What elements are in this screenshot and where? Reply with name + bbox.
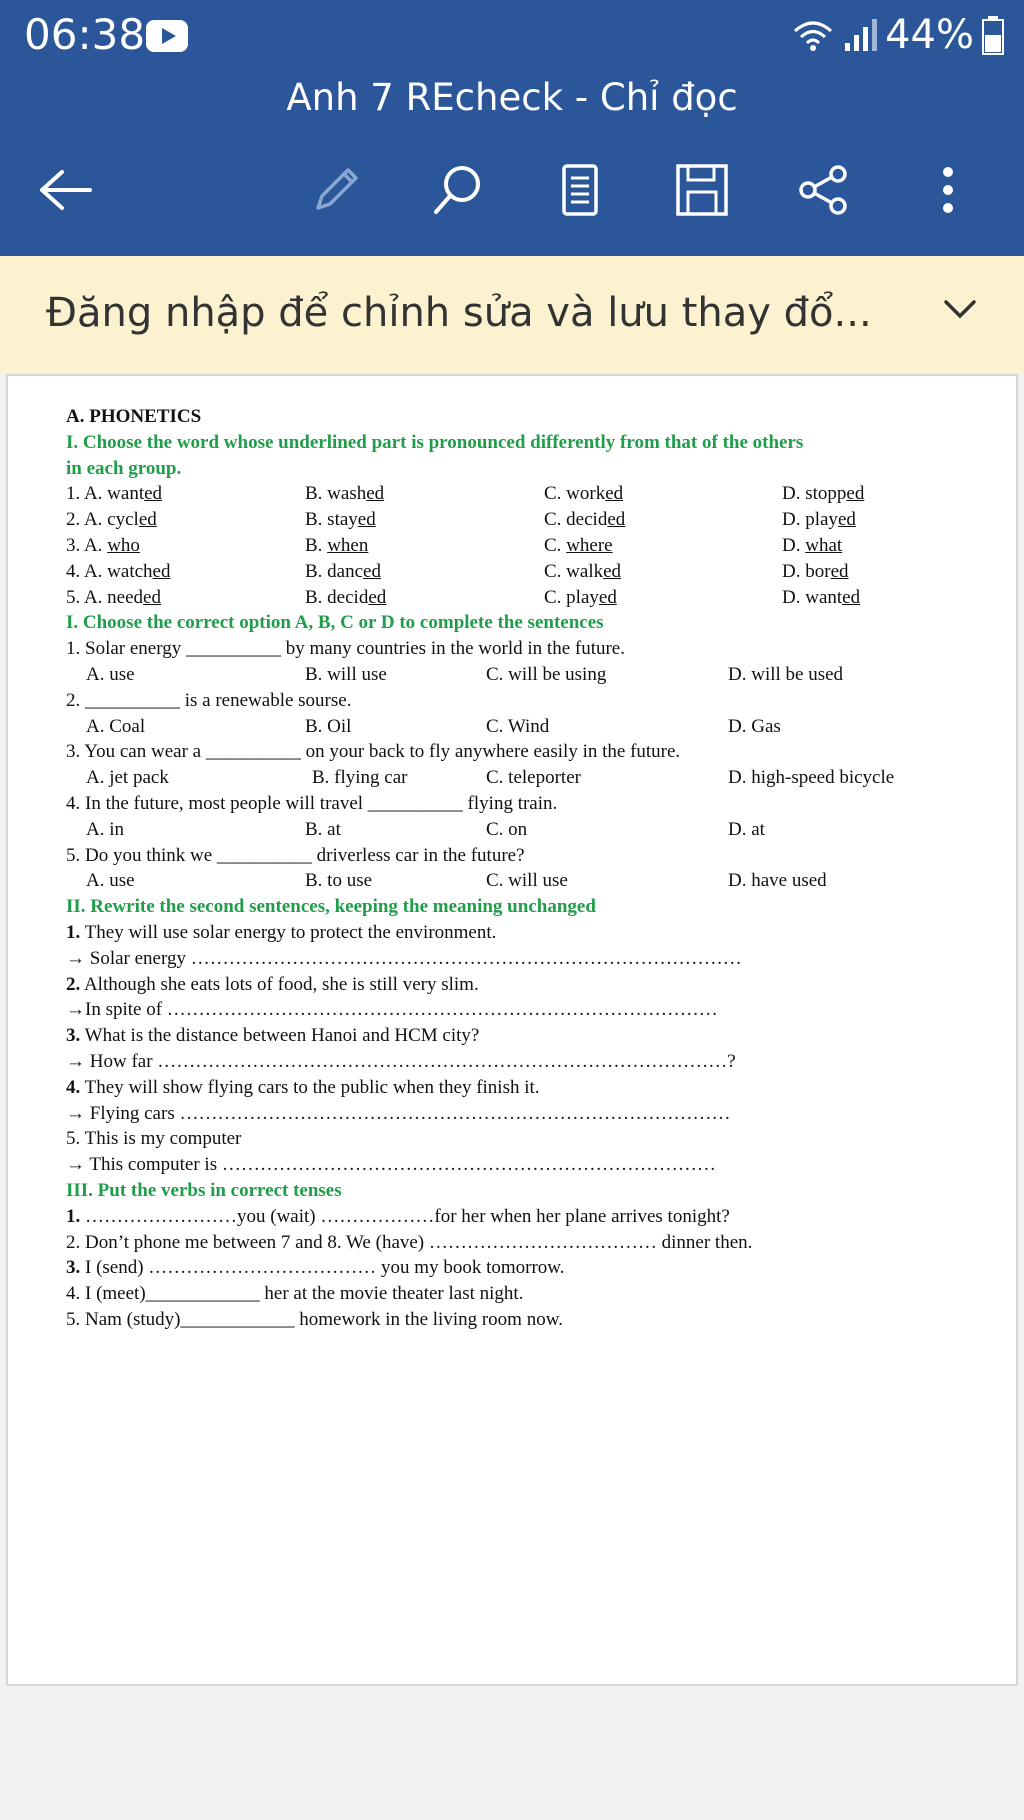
rewrite-question: 2. Although she eats lots of food, she is still very slim. <box>66 973 479 995</box>
rewrite-answer-line: → Flying cars …………………………………………………………………………… <box>66 1102 731 1124</box>
question-text: 5. Do you think we __________ driverless car in the future? <box>66 844 525 866</box>
more-options-button[interactable] <box>918 160 978 220</box>
options-row: A. use B. will use C. will be using D. will be used <box>86 663 844 685</box>
phonetics-row: 1. A. wanted B. washed C. worked D. stopped <box>66 483 865 505</box>
question-text: 3. You can wear a __________ on your back to fly anywhere easily in the future. <box>66 741 681 763</box>
phonetics-row: 5. A. needed B. decided C. played D. wanted <box>66 586 861 608</box>
part4-heading: III. Put the verbs in correct tenses <box>66 1179 342 1201</box>
tense-question: 3. I (send) ……………………………… you my book tomorrow. <box>66 1257 565 1279</box>
save-icon <box>674 162 730 218</box>
edit-button[interactable] <box>306 160 366 220</box>
battery-icon <box>982 15 1004 55</box>
tense-question: 4. I (meet)____________ her at the movie theater last night. <box>66 1283 524 1305</box>
rewrite-question: 3. What is the distance between Hanoi and HCM city? <box>66 1025 480 1047</box>
rewrite-answer-line: →In spite of …………………………………………………………………………… <box>66 999 718 1021</box>
pencil-icon <box>308 162 364 218</box>
battery-percent: 44% <box>885 12 974 58</box>
part3-heading: II. Rewrite the second sentences, keeping the meaning unchanged <box>66 896 596 918</box>
tense-question: 2. Don’t phone me between 7 and 8. We (have) ……………………………… dinner then. <box>66 1231 753 1253</box>
options-row: A. use B. to use C. will use D. have used <box>86 870 827 892</box>
part2-heading: I. Choose the correct option A, B, C or D to complete the sentences <box>66 612 604 634</box>
tense-question: 1. ……………………you (wait) ………………for her when her plane arrives tonight? <box>66 1205 730 1227</box>
options-row: A. Coal B. Oil C. Wind D. Gas <box>86 715 781 737</box>
status-time: 06:38 <box>24 10 146 59</box>
reading-view-button[interactable] <box>550 160 610 220</box>
reading-view-icon <box>560 162 600 218</box>
question-text: 2. __________ is a renewable sourse. <box>66 689 352 711</box>
section-heading: A. PHONETICS <box>66 406 202 427</box>
options-row: A. in B. at C. on D. at <box>86 818 765 840</box>
rewrite-answer-line: → How far ………………………………………………………………………………? <box>66 1050 736 1072</box>
share-icon <box>796 162 852 218</box>
search-icon <box>430 162 486 218</box>
rewrite-answer-line: → Solar energy …………………………………………………………………………… <box>66 947 742 969</box>
back-button[interactable] <box>36 160 96 220</box>
chevron-down-icon[interactable] <box>942 296 978 324</box>
tense-question: 5. Nam (study)____________ homework in the living room now. <box>66 1308 563 1330</box>
rewrite-question: 1. They will use solar energy to protect the environment. <box>66 921 497 943</box>
toolbar <box>0 150 1024 230</box>
share-button[interactable] <box>794 160 854 220</box>
rewrite-answer-line: → This computer is …………………………………………………………………… <box>66 1154 716 1176</box>
question-text: 4. In the future, most people will travel __________ flying train. <box>66 792 558 814</box>
rewrite-question: 4. They will show flying cars to the public when they finish it. <box>66 1076 540 1098</box>
question-text: 1. Solar energy __________ by many countries in the world in the future. <box>66 638 625 660</box>
signal-icon <box>843 17 877 53</box>
banner-text: Đăng nhập để chỉnh sửa và lưu thay đổ... <box>46 290 872 336</box>
phonetics-row: 2. A. cycled B. stayed C. decided D. played <box>66 509 856 531</box>
save-button[interactable] <box>672 160 732 220</box>
sign-in-banner[interactable] <box>0 256 1024 374</box>
more-icon <box>938 162 958 218</box>
document-content <box>66 404 1006 1333</box>
part1-heading-cont: in each group. <box>66 457 182 479</box>
back-arrow-icon <box>38 168 94 212</box>
phonetics-row: 3. A. who B. when C. where D. what <box>66 534 843 556</box>
rewrite-question: 5. This is my computer <box>66 1128 242 1150</box>
options-row: A. jet pack B. flying car C. teleporter D. high-speed bicycle <box>86 767 895 789</box>
document-page[interactable] <box>6 374 1018 1686</box>
wifi-icon <box>791 17 835 53</box>
status-bar <box>0 0 1024 72</box>
search-button[interactable] <box>428 160 488 220</box>
document-title: Anh 7 REcheck - Chỉ đọc <box>286 76 738 119</box>
youtube-notification-icon <box>146 20 188 52</box>
part1-heading: I. Choose the word whose underlined part is pronounced differently from that of the others <box>66 431 804 453</box>
app-header <box>0 0 1024 256</box>
phonetics-row: 4. A. watched B. danced C. walked D. bored <box>66 560 849 582</box>
